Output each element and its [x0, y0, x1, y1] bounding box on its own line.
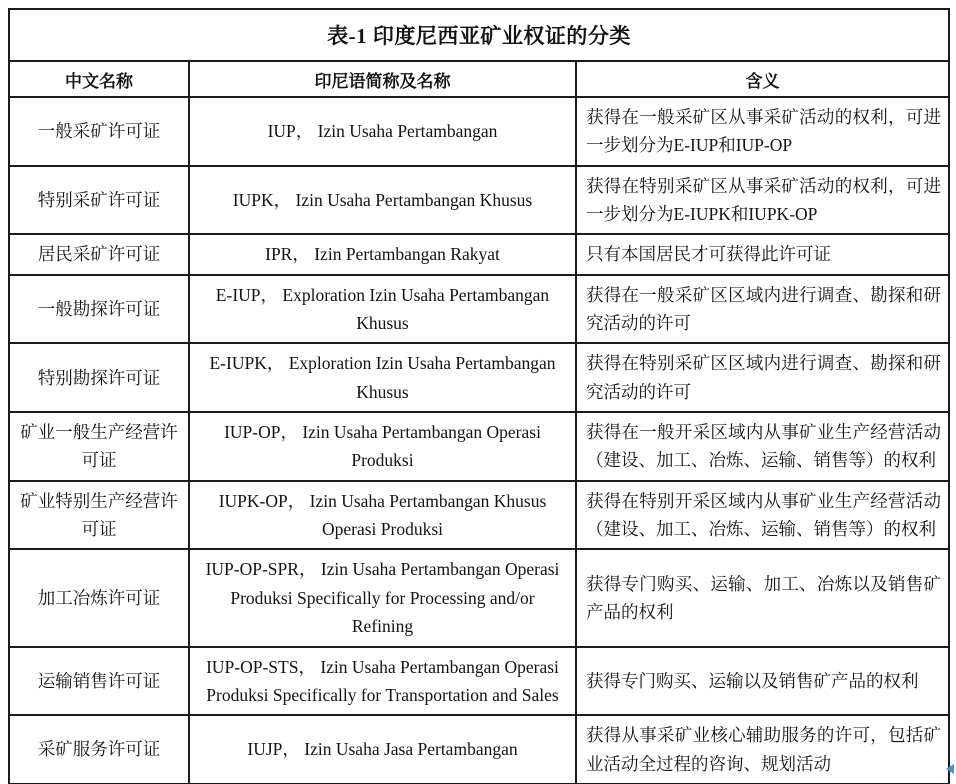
col-header-chinese-name: 中文名称: [9, 61, 189, 97]
table-row: [9, 97, 949, 166]
cell-indonesian-name: IUPK-OP， Izin Usaha Pertambangan Khusus Operasi Produksi: [189, 481, 576, 550]
cursor-artifact-mark: [946, 764, 954, 774]
cell-meaning: 获得在一般采矿区从事采矿活动的权利，可进一步划分为E-IUP和IUP-OP: [576, 97, 949, 166]
col-header-meaning: 含义: [576, 61, 949, 97]
cell-meaning: 获得在特别采矿区从事采矿活动的权利，可进一步划分为E-IUPK和IUPK-OP: [576, 166, 949, 235]
cell-chinese-name: 运输销售许可证: [9, 647, 189, 716]
cell-chinese-name: 特别采矿许可证: [9, 166, 189, 235]
cell-meaning: 获得在一般采矿区区域内进行调查、勘探和研究活动的许可: [576, 275, 949, 344]
cell-meaning: 获得在特别开采区域内从事矿业生产经营活动（建设、加工、冶炼、运输、销售等）的权利: [576, 481, 949, 550]
mining-permits-table: [8, 8, 950, 784]
cell-meaning: 获得专门购买、运输、加工、冶炼以及销售矿产品的权利: [576, 549, 949, 646]
cell-chinese-name: 加工冶炼许可证: [9, 549, 189, 646]
table-row: [9, 481, 949, 550]
cell-meaning: 获得从事采矿业核心辅助服务的许可，包括矿业活动全过程的咨询、规划活动: [576, 715, 949, 784]
cell-chinese-name: 矿业一般生产经营许可证: [9, 412, 189, 481]
title-row: [9, 9, 949, 61]
table-title: 表-1 印度尼西亚矿业权证的分类: [9, 9, 949, 61]
cell-indonesian-name: IUPK， Izin Usaha Pertambangan Khusus: [189, 166, 576, 235]
cell-chinese-name: 一般勘探许可证: [9, 275, 189, 344]
cell-indonesian-name: E-IUPK， Exploration Izin Usaha Pertambangan Khusus: [189, 343, 576, 412]
table-row: [9, 275, 949, 344]
cell-indonesian-name: IPR， Izin Pertambangan Rakyat: [189, 234, 576, 274]
cell-meaning: 只有本国居民才可获得此许可证: [576, 234, 949, 274]
cell-indonesian-name: IUP-OP， Izin Usaha Pertambangan Operasi Produksi: [189, 412, 576, 481]
cell-indonesian-name: IUJP， Izin Usaha Jasa Pertambangan: [189, 715, 576, 784]
table-row: [9, 234, 949, 274]
cell-chinese-name: 特别勘探许可证: [9, 343, 189, 412]
col-header-indonesian-name: 印尼语简称及名称: [189, 61, 576, 97]
cell-indonesian-name: E-IUP， Exploration Izin Usaha Pertambangan Khusus: [189, 275, 576, 344]
table-row: [9, 412, 949, 481]
cell-chinese-name: 居民采矿许可证: [9, 234, 189, 274]
cell-chinese-name: 矿业特别生产经营许可证: [9, 481, 189, 550]
table-row: [9, 647, 949, 716]
header-row: [9, 61, 949, 97]
cell-indonesian-name: IUP， Izin Usaha Pertambangan: [189, 97, 576, 166]
cell-meaning: 获得在特别采矿区区域内进行调查、勘探和研究活动的许可: [576, 343, 949, 412]
cell-meaning: 获得在一般开采区域内从事矿业生产经营活动（建设、加工、冶炼、运输、销售等）的权利: [576, 412, 949, 481]
table-row: [9, 549, 949, 646]
cell-indonesian-name: IUP-OP-SPR， Izin Usaha Pertambangan Operasi Produksi Specifically for Processing and/or Refining: [189, 549, 576, 646]
table-row: [9, 166, 949, 235]
cell-indonesian-name: IUP-OP-STS， Izin Usaha Pertambangan Operasi Produksi Specifically for Transportation and Sales: [189, 647, 576, 716]
cell-chinese-name: 采矿服务许可证: [9, 715, 189, 784]
cell-meaning: 获得专门购买、运输以及销售矿产品的权利: [576, 647, 949, 716]
table-row: [9, 715, 949, 784]
cell-chinese-name: 一般采矿许可证: [9, 97, 189, 166]
table-row: [9, 343, 949, 412]
